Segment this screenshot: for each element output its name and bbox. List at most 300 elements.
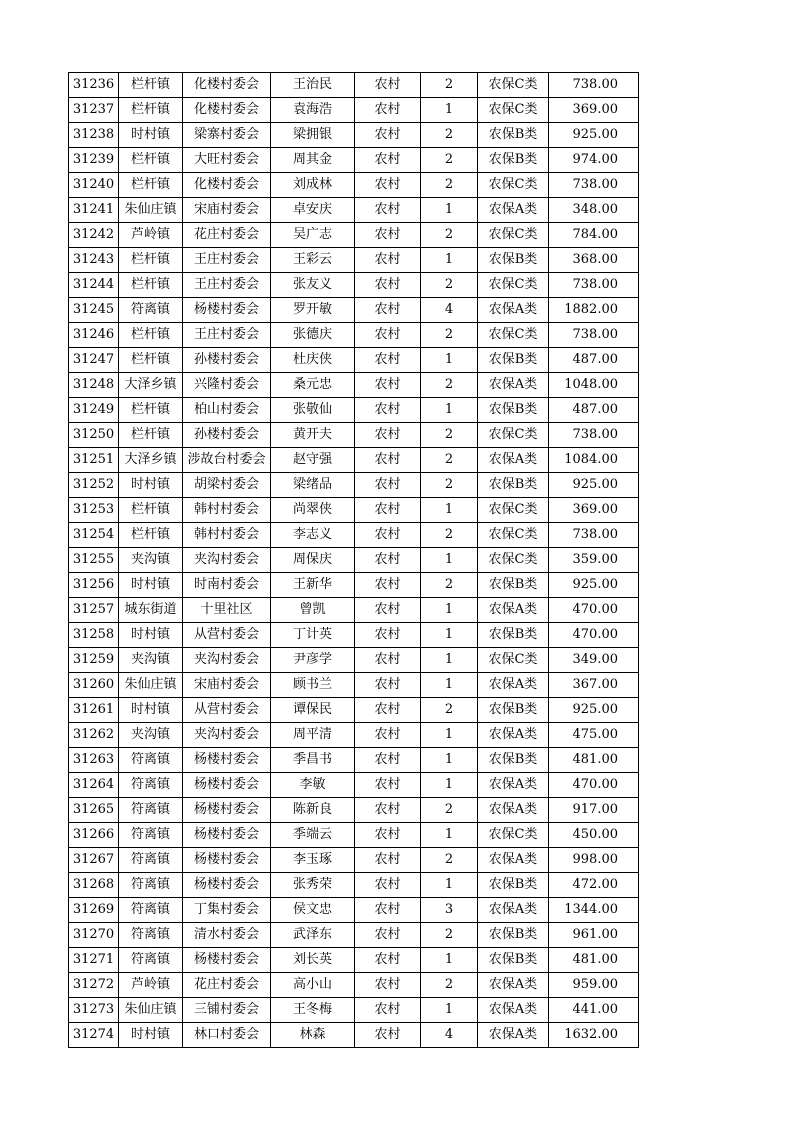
name-cell: 黄开夫 bbox=[271, 423, 355, 448]
village-committee-cell: 夹沟村委会 bbox=[183, 723, 271, 748]
insurance-category-cell: 农保B类 bbox=[478, 473, 549, 498]
insurance-category-cell: 农保A类 bbox=[478, 198, 549, 223]
village-committee-cell: 兴隆村委会 bbox=[183, 373, 271, 398]
town-cell: 符离镇 bbox=[119, 298, 183, 323]
member-count-cell: 2 bbox=[421, 473, 478, 498]
household-type-cell: 农村 bbox=[355, 548, 421, 573]
table-row bbox=[69, 473, 639, 498]
town-cell: 大泽乡镇 bbox=[119, 373, 183, 398]
member-count-cell: 2 bbox=[421, 223, 478, 248]
amount-cell: 348.00 bbox=[549, 198, 639, 223]
amount-cell: 738.00 bbox=[549, 323, 639, 348]
table-row bbox=[69, 323, 639, 348]
member-count-cell: 4 bbox=[421, 1023, 478, 1048]
table-row bbox=[69, 248, 639, 273]
amount-cell: 367.00 bbox=[549, 673, 639, 698]
town-cell: 朱仙庄镇 bbox=[119, 673, 183, 698]
table-row bbox=[69, 698, 639, 723]
table-row bbox=[69, 573, 639, 598]
town-cell: 符离镇 bbox=[119, 948, 183, 973]
name-cell: 赵守强 bbox=[271, 448, 355, 473]
name-cell: 杜庆侠 bbox=[271, 348, 355, 373]
insurance-category-cell: 农保A类 bbox=[478, 773, 549, 798]
household-type-cell: 农村 bbox=[355, 1023, 421, 1048]
table-row bbox=[69, 598, 639, 623]
table-row bbox=[69, 923, 639, 948]
name-cell: 尚翠侠 bbox=[271, 498, 355, 523]
household-type-cell: 农村 bbox=[355, 698, 421, 723]
village-committee-cell: 涉故台村委会 bbox=[183, 448, 271, 473]
town-cell: 夹沟镇 bbox=[119, 548, 183, 573]
name-cell: 卓安庆 bbox=[271, 198, 355, 223]
table-row bbox=[69, 498, 639, 523]
member-count-cell: 1 bbox=[421, 348, 478, 373]
table-row bbox=[69, 723, 639, 748]
insurance-category-cell: 农保A类 bbox=[478, 998, 549, 1023]
record-id-cell: 31267 bbox=[69, 848, 119, 873]
name-cell: 高小山 bbox=[271, 973, 355, 998]
amount-cell: 359.00 bbox=[549, 548, 639, 573]
town-cell: 符离镇 bbox=[119, 798, 183, 823]
household-type-cell: 农村 bbox=[355, 473, 421, 498]
record-id-cell: 31249 bbox=[69, 398, 119, 423]
table-row bbox=[69, 348, 639, 373]
town-cell: 芦岭镇 bbox=[119, 223, 183, 248]
town-cell: 栏杆镇 bbox=[119, 523, 183, 548]
member-count-cell: 1 bbox=[421, 723, 478, 748]
town-cell: 时村镇 bbox=[119, 623, 183, 648]
record-id-cell: 31262 bbox=[69, 723, 119, 748]
member-count-cell: 1 bbox=[421, 748, 478, 773]
record-id-cell: 31258 bbox=[69, 623, 119, 648]
table-row bbox=[69, 848, 639, 873]
household-type-cell: 农村 bbox=[355, 423, 421, 448]
table-row bbox=[69, 98, 639, 123]
name-cell: 陈新良 bbox=[271, 798, 355, 823]
village-committee-cell: 杨楼村委会 bbox=[183, 873, 271, 898]
name-cell: 曾凯 bbox=[271, 598, 355, 623]
table-row bbox=[69, 548, 639, 573]
name-cell: 侯文忠 bbox=[271, 898, 355, 923]
insurance-category-cell: 农保A类 bbox=[478, 298, 549, 323]
name-cell: 顾书兰 bbox=[271, 673, 355, 698]
insurance-category-cell: 农保B类 bbox=[478, 348, 549, 373]
amount-cell: 974.00 bbox=[549, 148, 639, 173]
household-type-cell: 农村 bbox=[355, 798, 421, 823]
record-id-cell: 31244 bbox=[69, 273, 119, 298]
insurance-category-cell: 农保B类 bbox=[478, 123, 549, 148]
amount-cell: 925.00 bbox=[549, 123, 639, 148]
household-type-cell: 农村 bbox=[355, 773, 421, 798]
household-type-cell: 农村 bbox=[355, 123, 421, 148]
household-type-cell: 农村 bbox=[355, 323, 421, 348]
member-count-cell: 2 bbox=[421, 423, 478, 448]
amount-cell: 487.00 bbox=[549, 398, 639, 423]
record-id-cell: 31246 bbox=[69, 323, 119, 348]
household-type-cell: 农村 bbox=[355, 498, 421, 523]
village-committee-cell: 夹沟村委会 bbox=[183, 548, 271, 573]
household-type-cell: 农村 bbox=[355, 648, 421, 673]
name-cell: 王治民 bbox=[271, 73, 355, 98]
household-type-cell: 农村 bbox=[355, 948, 421, 973]
record-id-cell: 31274 bbox=[69, 1023, 119, 1048]
amount-cell: 470.00 bbox=[549, 598, 639, 623]
amount-cell: 738.00 bbox=[549, 73, 639, 98]
record-id-cell: 31253 bbox=[69, 498, 119, 523]
amount-cell: 1048.00 bbox=[549, 373, 639, 398]
village-committee-cell: 杨楼村委会 bbox=[183, 823, 271, 848]
village-committee-cell: 三铺村委会 bbox=[183, 998, 271, 1023]
name-cell: 丁计英 bbox=[271, 623, 355, 648]
name-cell: 周平清 bbox=[271, 723, 355, 748]
amount-cell: 738.00 bbox=[549, 423, 639, 448]
household-type-cell: 农村 bbox=[355, 173, 421, 198]
town-cell: 时村镇 bbox=[119, 573, 183, 598]
table-row bbox=[69, 123, 639, 148]
name-cell: 刘成林 bbox=[271, 173, 355, 198]
town-cell: 栏杆镇 bbox=[119, 173, 183, 198]
town-cell: 大泽乡镇 bbox=[119, 448, 183, 473]
member-count-cell: 1 bbox=[421, 648, 478, 673]
name-cell: 吴广志 bbox=[271, 223, 355, 248]
amount-cell: 1344.00 bbox=[549, 898, 639, 923]
record-id-cell: 31270 bbox=[69, 923, 119, 948]
household-type-cell: 农村 bbox=[355, 248, 421, 273]
town-cell: 栏杆镇 bbox=[119, 423, 183, 448]
member-count-cell: 2 bbox=[421, 373, 478, 398]
insurance-category-cell: 农保A类 bbox=[478, 448, 549, 473]
village-committee-cell: 胡梁村委会 bbox=[183, 473, 271, 498]
village-committee-cell: 林口村委会 bbox=[183, 1023, 271, 1048]
amount-cell: 1632.00 bbox=[549, 1023, 639, 1048]
amount-cell: 450.00 bbox=[549, 823, 639, 848]
village-committee-cell: 从营村委会 bbox=[183, 698, 271, 723]
household-type-cell: 农村 bbox=[355, 98, 421, 123]
household-type-cell: 农村 bbox=[355, 848, 421, 873]
village-committee-cell: 杨楼村委会 bbox=[183, 848, 271, 873]
insurance-category-cell: 农保B类 bbox=[478, 623, 549, 648]
insurance-category-cell: 农保B类 bbox=[478, 148, 549, 173]
town-cell: 时村镇 bbox=[119, 1023, 183, 1048]
household-type-cell: 农村 bbox=[355, 273, 421, 298]
record-id-cell: 31241 bbox=[69, 198, 119, 223]
record-id-cell: 31247 bbox=[69, 348, 119, 373]
insurance-category-cell: 农保B类 bbox=[478, 748, 549, 773]
town-cell: 时村镇 bbox=[119, 473, 183, 498]
record-id-cell: 31255 bbox=[69, 548, 119, 573]
table-row bbox=[69, 1023, 639, 1048]
household-type-cell: 农村 bbox=[355, 523, 421, 548]
name-cell: 梁绪品 bbox=[271, 473, 355, 498]
village-committee-cell: 花庄村委会 bbox=[183, 223, 271, 248]
village-committee-cell: 杨楼村委会 bbox=[183, 298, 271, 323]
member-count-cell: 2 bbox=[421, 173, 478, 198]
member-count-cell: 1 bbox=[421, 623, 478, 648]
name-cell: 周其金 bbox=[271, 148, 355, 173]
table-row bbox=[69, 298, 639, 323]
record-id-cell: 31252 bbox=[69, 473, 119, 498]
insurance-category-cell: 农保C类 bbox=[478, 523, 549, 548]
amount-cell: 349.00 bbox=[549, 648, 639, 673]
member-count-cell: 1 bbox=[421, 98, 478, 123]
record-id-cell: 31251 bbox=[69, 448, 119, 473]
name-cell: 尹彦学 bbox=[271, 648, 355, 673]
town-cell: 栏杆镇 bbox=[119, 323, 183, 348]
household-type-cell: 农村 bbox=[355, 398, 421, 423]
amount-cell: 475.00 bbox=[549, 723, 639, 748]
household-type-cell: 农村 bbox=[355, 823, 421, 848]
village-committee-cell: 王庄村委会 bbox=[183, 323, 271, 348]
member-count-cell: 2 bbox=[421, 73, 478, 98]
member-count-cell: 1 bbox=[421, 598, 478, 623]
town-cell: 栏杆镇 bbox=[119, 73, 183, 98]
name-cell: 李志义 bbox=[271, 523, 355, 548]
household-type-cell: 农村 bbox=[355, 748, 421, 773]
table-row bbox=[69, 798, 639, 823]
member-count-cell: 1 bbox=[421, 823, 478, 848]
member-count-cell: 2 bbox=[421, 848, 478, 873]
town-cell: 时村镇 bbox=[119, 698, 183, 723]
member-count-cell: 2 bbox=[421, 148, 478, 173]
record-id-cell: 31240 bbox=[69, 173, 119, 198]
insurance-category-cell: 农保C类 bbox=[478, 98, 549, 123]
member-count-cell: 1 bbox=[421, 773, 478, 798]
table-row bbox=[69, 448, 639, 473]
amount-cell: 1084.00 bbox=[549, 448, 639, 473]
table-row bbox=[69, 973, 639, 998]
record-id-cell: 31243 bbox=[69, 248, 119, 273]
amount-cell: 369.00 bbox=[549, 498, 639, 523]
insurance-category-cell: 农保B类 bbox=[478, 248, 549, 273]
record-id-cell: 31237 bbox=[69, 98, 119, 123]
village-committee-cell: 花庄村委会 bbox=[183, 973, 271, 998]
town-cell: 栏杆镇 bbox=[119, 498, 183, 523]
member-count-cell: 2 bbox=[421, 698, 478, 723]
amount-cell: 738.00 bbox=[549, 173, 639, 198]
table-row bbox=[69, 148, 639, 173]
household-type-cell: 农村 bbox=[355, 448, 421, 473]
amount-cell: 998.00 bbox=[549, 848, 639, 873]
table-row bbox=[69, 873, 639, 898]
town-cell: 符离镇 bbox=[119, 823, 183, 848]
member-count-cell: 1 bbox=[421, 198, 478, 223]
town-cell: 栏杆镇 bbox=[119, 248, 183, 273]
insurance-category-cell: 农保B类 bbox=[478, 948, 549, 973]
member-count-cell: 2 bbox=[421, 573, 478, 598]
table-row bbox=[69, 648, 639, 673]
record-id-cell: 31265 bbox=[69, 798, 119, 823]
record-id-cell: 31238 bbox=[69, 123, 119, 148]
town-cell: 栏杆镇 bbox=[119, 98, 183, 123]
insurance-category-cell: 农保A类 bbox=[478, 848, 549, 873]
household-type-cell: 农村 bbox=[355, 348, 421, 373]
village-committee-cell: 杨楼村委会 bbox=[183, 948, 271, 973]
table-row bbox=[69, 673, 639, 698]
record-id-cell: 31259 bbox=[69, 648, 119, 673]
record-id-cell: 31261 bbox=[69, 698, 119, 723]
member-count-cell: 4 bbox=[421, 298, 478, 323]
insurance-category-cell: 农保C类 bbox=[478, 648, 549, 673]
record-id-cell: 31264 bbox=[69, 773, 119, 798]
table-row bbox=[69, 623, 639, 648]
village-committee-cell: 孙楼村委会 bbox=[183, 348, 271, 373]
village-committee-cell: 化楼村委会 bbox=[183, 73, 271, 98]
household-type-cell: 农村 bbox=[355, 923, 421, 948]
village-committee-cell: 王庄村委会 bbox=[183, 273, 271, 298]
member-count-cell: 1 bbox=[421, 498, 478, 523]
insurance-category-cell: 农保A类 bbox=[478, 1023, 549, 1048]
name-cell: 王新华 bbox=[271, 573, 355, 598]
record-id-cell: 31272 bbox=[69, 973, 119, 998]
town-cell: 符离镇 bbox=[119, 873, 183, 898]
name-cell: 袁海浩 bbox=[271, 98, 355, 123]
member-count-cell: 1 bbox=[421, 673, 478, 698]
table-row bbox=[69, 198, 639, 223]
records-table bbox=[68, 72, 639, 1048]
village-committee-cell: 化楼村委会 bbox=[183, 98, 271, 123]
name-cell: 桑元忠 bbox=[271, 373, 355, 398]
town-cell: 芦岭镇 bbox=[119, 973, 183, 998]
household-type-cell: 农村 bbox=[355, 73, 421, 98]
table-row bbox=[69, 523, 639, 548]
village-committee-cell: 韩村村委会 bbox=[183, 498, 271, 523]
village-committee-cell: 宋庙村委会 bbox=[183, 198, 271, 223]
village-committee-cell: 大旺村委会 bbox=[183, 148, 271, 173]
table-row bbox=[69, 423, 639, 448]
insurance-category-cell: 农保C类 bbox=[478, 498, 549, 523]
amount-cell: 481.00 bbox=[549, 948, 639, 973]
member-count-cell: 1 bbox=[421, 948, 478, 973]
household-type-cell: 农村 bbox=[355, 873, 421, 898]
member-count-cell: 1 bbox=[421, 248, 478, 273]
amount-cell: 925.00 bbox=[549, 473, 639, 498]
village-committee-cell: 从营村委会 bbox=[183, 623, 271, 648]
insurance-category-cell: 农保A类 bbox=[478, 898, 549, 923]
town-cell: 符离镇 bbox=[119, 923, 183, 948]
town-cell: 符离镇 bbox=[119, 848, 183, 873]
town-cell: 符离镇 bbox=[119, 773, 183, 798]
insurance-category-cell: 农保B类 bbox=[478, 573, 549, 598]
amount-cell: 368.00 bbox=[549, 248, 639, 273]
member-count-cell: 1 bbox=[421, 548, 478, 573]
record-id-cell: 31273 bbox=[69, 998, 119, 1023]
amount-cell: 369.00 bbox=[549, 98, 639, 123]
town-cell: 符离镇 bbox=[119, 898, 183, 923]
member-count-cell: 2 bbox=[421, 523, 478, 548]
insurance-category-cell: 农保C类 bbox=[478, 223, 549, 248]
record-id-cell: 31242 bbox=[69, 223, 119, 248]
household-type-cell: 农村 bbox=[355, 723, 421, 748]
village-committee-cell: 孙楼村委会 bbox=[183, 423, 271, 448]
amount-cell: 441.00 bbox=[549, 998, 639, 1023]
table-row bbox=[69, 748, 639, 773]
table-row bbox=[69, 373, 639, 398]
record-id-cell: 31271 bbox=[69, 948, 119, 973]
name-cell: 李敏 bbox=[271, 773, 355, 798]
name-cell: 武泽东 bbox=[271, 923, 355, 948]
town-cell: 夹沟镇 bbox=[119, 648, 183, 673]
record-id-cell: 31260 bbox=[69, 673, 119, 698]
record-id-cell: 31266 bbox=[69, 823, 119, 848]
household-type-cell: 农村 bbox=[355, 298, 421, 323]
record-id-cell: 31254 bbox=[69, 523, 119, 548]
amount-cell: 738.00 bbox=[549, 273, 639, 298]
village-committee-cell: 杨楼村委会 bbox=[183, 798, 271, 823]
record-id-cell: 31269 bbox=[69, 898, 119, 923]
record-id-cell: 31256 bbox=[69, 573, 119, 598]
insurance-category-cell: 农保C类 bbox=[478, 548, 549, 573]
insurance-category-cell: 农保A类 bbox=[478, 798, 549, 823]
name-cell: 张敬仙 bbox=[271, 398, 355, 423]
village-committee-cell: 宋庙村委会 bbox=[183, 673, 271, 698]
amount-cell: 470.00 bbox=[549, 773, 639, 798]
household-type-cell: 农村 bbox=[355, 973, 421, 998]
insurance-category-cell: 农保A类 bbox=[478, 973, 549, 998]
insurance-category-cell: 农保B类 bbox=[478, 398, 549, 423]
insurance-category-cell: 农保B类 bbox=[478, 698, 549, 723]
insurance-category-cell: 农保C类 bbox=[478, 323, 549, 348]
insurance-category-cell: 农保C类 bbox=[478, 273, 549, 298]
village-committee-cell: 杨楼村委会 bbox=[183, 748, 271, 773]
village-committee-cell: 杨楼村委会 bbox=[183, 773, 271, 798]
record-id-cell: 31245 bbox=[69, 298, 119, 323]
member-count-cell: 3 bbox=[421, 898, 478, 923]
town-cell: 栏杆镇 bbox=[119, 148, 183, 173]
name-cell: 周保庆 bbox=[271, 548, 355, 573]
village-committee-cell: 夹沟村委会 bbox=[183, 648, 271, 673]
table-row bbox=[69, 998, 639, 1023]
member-count-cell: 1 bbox=[421, 873, 478, 898]
amount-cell: 925.00 bbox=[549, 698, 639, 723]
name-cell: 梁拥银 bbox=[271, 123, 355, 148]
village-committee-cell: 时南村委会 bbox=[183, 573, 271, 598]
name-cell: 罗开敏 bbox=[271, 298, 355, 323]
name-cell: 张秀荣 bbox=[271, 873, 355, 898]
table-body bbox=[69, 73, 639, 1048]
record-id-cell: 31239 bbox=[69, 148, 119, 173]
member-count-cell: 2 bbox=[421, 923, 478, 948]
table-row bbox=[69, 948, 639, 973]
record-id-cell: 31248 bbox=[69, 373, 119, 398]
name-cell: 谭保民 bbox=[271, 698, 355, 723]
member-count-cell: 2 bbox=[421, 973, 478, 998]
village-committee-cell: 清水村委会 bbox=[183, 923, 271, 948]
household-type-cell: 农村 bbox=[355, 573, 421, 598]
member-count-cell: 2 bbox=[421, 123, 478, 148]
amount-cell: 472.00 bbox=[549, 873, 639, 898]
village-committee-cell: 十里社区 bbox=[183, 598, 271, 623]
town-cell: 朱仙庄镇 bbox=[119, 198, 183, 223]
name-cell: 季端云 bbox=[271, 823, 355, 848]
record-id-cell: 31250 bbox=[69, 423, 119, 448]
insurance-category-cell: 农保C类 bbox=[478, 73, 549, 98]
insurance-category-cell: 农保A类 bbox=[478, 723, 549, 748]
town-cell: 朱仙庄镇 bbox=[119, 998, 183, 1023]
village-committee-cell: 梁寨村委会 bbox=[183, 123, 271, 148]
amount-cell: 961.00 bbox=[549, 923, 639, 948]
town-cell: 栏杆镇 bbox=[119, 273, 183, 298]
amount-cell: 738.00 bbox=[549, 523, 639, 548]
name-cell: 张德庆 bbox=[271, 323, 355, 348]
table-row bbox=[69, 823, 639, 848]
table-row bbox=[69, 73, 639, 98]
amount-cell: 481.00 bbox=[549, 748, 639, 773]
amount-cell: 925.00 bbox=[549, 573, 639, 598]
member-count-cell: 2 bbox=[421, 448, 478, 473]
insurance-category-cell: 农保C类 bbox=[478, 823, 549, 848]
town-cell: 符离镇 bbox=[119, 748, 183, 773]
record-id-cell: 31257 bbox=[69, 598, 119, 623]
